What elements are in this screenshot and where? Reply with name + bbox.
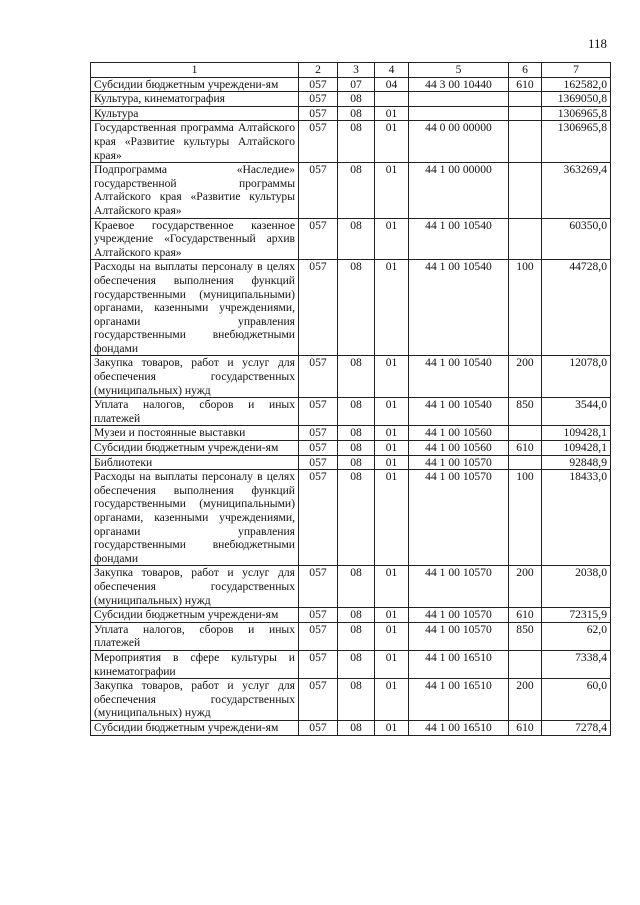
- row-sum-cell: 62,0: [542, 622, 611, 650]
- row-pr-cell: 01: [375, 106, 409, 121]
- row-vr-cell: 610: [509, 441, 542, 456]
- row-rz-cell: 08: [338, 106, 375, 121]
- row-ved-cell: 057: [299, 622, 338, 650]
- row-name-cell: Субсидии бюджетным учреждени-ям: [91, 720, 299, 735]
- row-sum-cell: 1306965,8: [542, 121, 611, 163]
- row-vr-cell: [509, 426, 542, 441]
- row-csr-cell: 44 1 00 10540: [409, 218, 509, 260]
- row-ved-cell: 057: [299, 441, 338, 456]
- col-header-7: 7: [542, 63, 611, 78]
- row-csr-cell: 44 1 00 00000: [409, 163, 509, 218]
- row-csr-cell: 44 1 00 10570: [409, 455, 509, 470]
- row-sum-cell: 7338,4: [542, 650, 611, 678]
- row-pr-cell: 01: [375, 398, 409, 426]
- row-ved-cell: 057: [299, 121, 338, 163]
- row-pr-cell: 01: [375, 260, 409, 356]
- row-csr-cell: [409, 92, 509, 107]
- row-name-cell: Культура: [91, 106, 299, 121]
- row-csr-cell: 44 1 00 10560: [409, 426, 509, 441]
- row-ved-cell: 057: [299, 356, 338, 398]
- col-header-1: 1: [91, 63, 299, 78]
- row-ved-cell: 057: [299, 470, 338, 566]
- table-row: [91, 566, 611, 608]
- table-body: [91, 77, 611, 735]
- row-csr-cell: 44 1 00 10540: [409, 260, 509, 356]
- table-row: [91, 163, 611, 218]
- row-csr-cell: 44 1 00 10570: [409, 608, 509, 623]
- row-ved-cell: 057: [299, 426, 338, 441]
- row-name-cell: Государственная программа Алтайского края «Развитие культуры Алтайского края»: [91, 121, 299, 163]
- table-row: [91, 679, 611, 721]
- row-rz-cell: 08: [338, 650, 375, 678]
- row-pr-cell: 01: [375, 608, 409, 623]
- table-row: [91, 470, 611, 566]
- row-vr-cell: 200: [509, 356, 542, 398]
- row-rz-cell: 08: [338, 92, 375, 107]
- row-rz-cell: 08: [338, 679, 375, 721]
- row-csr-cell: 44 1 00 10570: [409, 566, 509, 608]
- row-sum-cell: 12078,0: [542, 356, 611, 398]
- row-name-cell: Субсидии бюджетным учреждени-ям: [91, 441, 299, 456]
- row-sum-cell: 92848,9: [542, 455, 611, 470]
- row-ved-cell: 057: [299, 398, 338, 426]
- table-row: [91, 106, 611, 121]
- row-vr-cell: 200: [509, 679, 542, 721]
- table-row: [91, 622, 611, 650]
- budget-table: [90, 62, 611, 736]
- row-name-cell: Расходы на выплаты персоналу в целях обеспечения выполнения функций государственными (муниципальными) органами, казенными учреждениями, органами управления государственными внебюджетными фондами: [91, 260, 299, 356]
- row-csr-cell: 44 0 00 00000: [409, 121, 509, 163]
- row-rz-cell: 08: [338, 398, 375, 426]
- table-row: [91, 650, 611, 678]
- row-ved-cell: 057: [299, 608, 338, 623]
- row-sum-cell: 60,0: [542, 679, 611, 721]
- row-vr-cell: 610: [509, 608, 542, 623]
- row-vr-cell: [509, 455, 542, 470]
- row-rz-cell: 08: [338, 121, 375, 163]
- row-csr-cell: 44 1 00 10570: [409, 470, 509, 566]
- row-vr-cell: 200: [509, 566, 542, 608]
- row-csr-cell: [409, 106, 509, 121]
- row-sum-cell: 72315,9: [542, 608, 611, 623]
- row-sum-cell: 1369050,8: [542, 92, 611, 107]
- row-rz-cell: 08: [338, 163, 375, 218]
- row-ved-cell: 057: [299, 679, 338, 721]
- row-rz-cell: 08: [338, 455, 375, 470]
- row-name-cell: Субсидии бюджетным учреждени-ям: [91, 77, 299, 92]
- table-row: [91, 77, 611, 92]
- row-vr-cell: [509, 163, 542, 218]
- row-rz-cell: 08: [338, 218, 375, 260]
- table-row: [91, 426, 611, 441]
- row-name-cell: Мероприятия в сфере культуры и кинематографии: [91, 650, 299, 678]
- row-pr-cell: 01: [375, 218, 409, 260]
- row-ved-cell: 057: [299, 218, 338, 260]
- row-sum-cell: 1306965,8: [542, 106, 611, 121]
- row-vr-cell: 610: [509, 77, 542, 92]
- row-name-cell: Подпрограмма «Наследие» государственной программы Алтайского края «Развитие культуры Алтайского края»: [91, 163, 299, 218]
- row-vr-cell: [509, 650, 542, 678]
- row-csr-cell: 44 1 00 16510: [409, 650, 509, 678]
- row-ved-cell: 057: [299, 566, 338, 608]
- row-pr-cell: 01: [375, 566, 409, 608]
- col-header-6: 6: [509, 63, 542, 78]
- table-row: [91, 720, 611, 735]
- row-rz-cell: 08: [338, 720, 375, 735]
- row-ved-cell: 057: [299, 77, 338, 92]
- page-number: 118: [588, 36, 608, 51]
- row-pr-cell: 01: [375, 650, 409, 678]
- row-rz-cell: 08: [338, 470, 375, 566]
- row-pr-cell: 01: [375, 455, 409, 470]
- row-name-cell: Субсидии бюджетным учреждени-ям: [91, 608, 299, 623]
- row-ved-cell: 057: [299, 92, 338, 107]
- row-name-cell: Закупка товаров, работ и услуг для обеспечения государственных (муниципальных) нужд: [91, 679, 299, 721]
- row-name-cell: Библиотеки: [91, 455, 299, 470]
- row-csr-cell: 44 1 00 10570: [409, 622, 509, 650]
- row-sum-cell: 162582,0: [542, 77, 611, 92]
- table-row: [91, 121, 611, 163]
- row-csr-cell: 44 1 00 16510: [409, 679, 509, 721]
- col-header-2: 2: [299, 63, 338, 78]
- row-sum-cell: 363269,4: [542, 163, 611, 218]
- row-pr-cell: 04: [375, 77, 409, 92]
- row-vr-cell: 100: [509, 260, 542, 356]
- row-rz-cell: 07: [338, 77, 375, 92]
- row-sum-cell: 44728,0: [542, 260, 611, 356]
- row-rz-cell: 08: [338, 566, 375, 608]
- row-sum-cell: 3544,0: [542, 398, 611, 426]
- row-sum-cell: 60350,0: [542, 218, 611, 260]
- row-sum-cell: 2038,0: [542, 566, 611, 608]
- row-vr-cell: 610: [509, 720, 542, 735]
- table-row: [91, 398, 611, 426]
- row-sum-cell: 18433,0: [542, 470, 611, 566]
- row-pr-cell: 01: [375, 121, 409, 163]
- row-csr-cell: 44 1 00 10540: [409, 398, 509, 426]
- row-csr-cell: 44 1 00 10540: [409, 356, 509, 398]
- row-vr-cell: 850: [509, 622, 542, 650]
- row-name-cell: Музеи и постоянные выставки: [91, 426, 299, 441]
- row-pr-cell: 01: [375, 441, 409, 456]
- row-ved-cell: 057: [299, 106, 338, 121]
- table-row: [91, 218, 611, 260]
- row-rz-cell: 08: [338, 441, 375, 456]
- row-csr-cell: 44 1 00 16510: [409, 720, 509, 735]
- row-ved-cell: 057: [299, 650, 338, 678]
- table-row: [91, 455, 611, 470]
- row-name-cell: Расходы на выплаты персоналу в целях обеспечения выполнения функций государственными (муниципальными) органами, казенными учреждениями, органами управления государственными внебюджетными фондами: [91, 470, 299, 566]
- row-csr-cell: 44 3 00 10440: [409, 77, 509, 92]
- row-pr-cell: 01: [375, 470, 409, 566]
- table-row: [91, 441, 611, 456]
- row-vr-cell: [509, 92, 542, 107]
- table-row: [91, 608, 611, 623]
- table-row: [91, 92, 611, 107]
- table-row: [91, 260, 611, 356]
- row-pr-cell: 01: [375, 720, 409, 735]
- row-ved-cell: 057: [299, 163, 338, 218]
- col-header-3: 3: [338, 63, 375, 78]
- row-pr-cell: 01: [375, 356, 409, 398]
- row-rz-cell: 08: [338, 622, 375, 650]
- row-pr-cell: 01: [375, 426, 409, 441]
- row-name-cell: Краевое государственное казенное учреждение «Государственный архив Алтайского края»: [91, 218, 299, 260]
- row-rz-cell: 08: [338, 356, 375, 398]
- row-sum-cell: 109428,1: [542, 426, 611, 441]
- row-sum-cell: 7278,4: [542, 720, 611, 735]
- row-vr-cell: [509, 106, 542, 121]
- header-row: [91, 63, 611, 78]
- row-name-cell: Уплата налогов, сборов и иных платежей: [91, 622, 299, 650]
- col-header-5: 5: [409, 63, 509, 78]
- row-vr-cell: [509, 218, 542, 260]
- row-name-cell: Закупка товаров, работ и услуг для обеспечения государственных (муниципальных) нужд: [91, 356, 299, 398]
- row-vr-cell: [509, 121, 542, 163]
- row-rz-cell: 08: [338, 608, 375, 623]
- row-pr-cell: 01: [375, 622, 409, 650]
- row-csr-cell: 44 1 00 10560: [409, 441, 509, 456]
- col-header-4: 4: [375, 63, 409, 78]
- row-pr-cell: 01: [375, 679, 409, 721]
- row-pr-cell: 01: [375, 163, 409, 218]
- row-rz-cell: 08: [338, 426, 375, 441]
- row-rz-cell: 08: [338, 260, 375, 356]
- row-name-cell: Закупка товаров, работ и услуг для обеспечения государственных (муниципальных) нужд: [91, 566, 299, 608]
- row-sum-cell: 109428,1: [542, 441, 611, 456]
- table-row: [91, 356, 611, 398]
- row-name-cell: Уплата налогов, сборов и иных платежей: [91, 398, 299, 426]
- row-name-cell: Культура, кинематография: [91, 92, 299, 107]
- row-vr-cell: 100: [509, 470, 542, 566]
- row-pr-cell: [375, 92, 409, 107]
- row-vr-cell: 850: [509, 398, 542, 426]
- row-ved-cell: 057: [299, 455, 338, 470]
- row-ved-cell: 057: [299, 720, 338, 735]
- row-ved-cell: 057: [299, 260, 338, 356]
